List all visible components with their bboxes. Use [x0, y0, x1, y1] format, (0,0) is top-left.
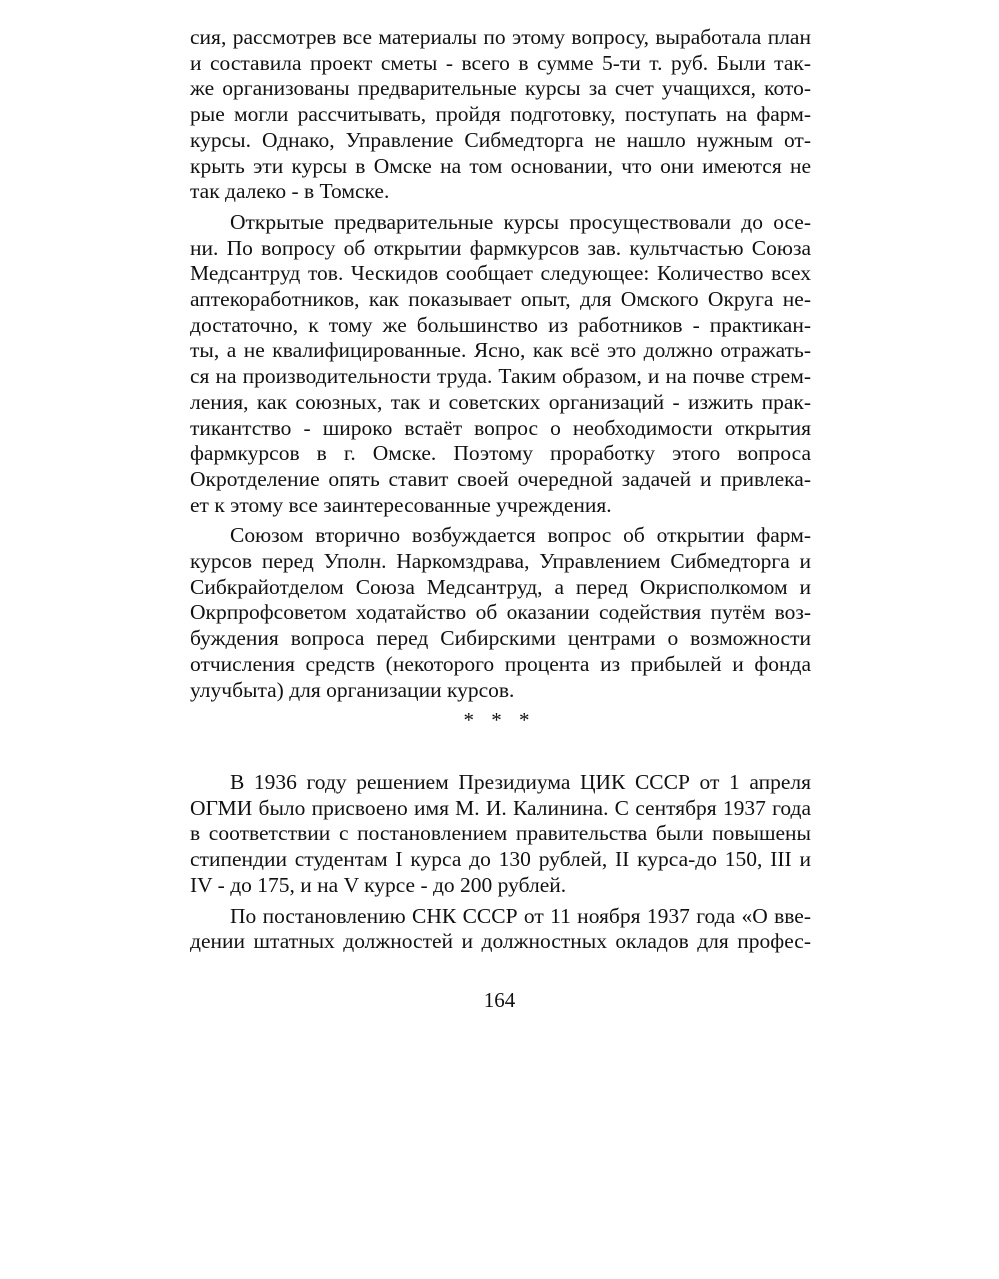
text-line: Союзом вторично возбуждается вопрос об открытии фарм-: [230, 523, 811, 548]
text-line: же организованы предварительные курсы за счет учащихся, кото-: [190, 76, 811, 101]
text-line: ет к этому все заинтересованные учреждения.: [190, 492, 612, 517]
text-block-bottom: [190, 770, 811, 955]
text-block-top: [190, 25, 811, 703]
text-line: Окротделение опять ставит своей очередной задачей и привлека-: [190, 466, 811, 491]
text-line: так далеко - в Томске.: [190, 179, 390, 204]
paragraph-snk-1937: [190, 904, 811, 955]
text-line: в соответствии с постановлением правительства были повышены: [190, 821, 811, 846]
text-line: достаточно, к тому же большинство из работников - практикан-: [190, 312, 811, 337]
text-line: Медсантруд тов. Ческидов сообщает следующее: Количество всех: [190, 261, 811, 286]
text-line: курсы. Однако, Управление Сибмедторга не нашло нужным от-: [190, 127, 811, 152]
text-line: улучбыта) для организации курсов.: [190, 677, 515, 702]
paragraph-continued: [190, 25, 811, 205]
text-line: и составила проект сметы - всего в сумме 5-ти т. руб. Были так-: [190, 50, 811, 75]
text-line: В 1936 году решением Президиума ЦИК СССР от 1 апреля: [230, 770, 811, 794]
paragraph-preliminary-courses: [190, 210, 811, 518]
text-line: ления, как союзных, так и советских организаций - изжить прак-: [190, 389, 811, 414]
text-line: буждения вопроса перед Сибирскими центрами о возможности: [190, 626, 811, 651]
text-line: рые могли рассчитывать, пройдя подготовку, поступать на фарм-: [190, 102, 811, 127]
text-line: сия, рассмотрев все материалы по этому вопросу, выработала план: [190, 25, 811, 49]
paragraph-union-petition: [190, 523, 811, 703]
text-line: курсов перед Уполн. Наркомздрава, Управлением Сибмедторга и: [190, 549, 811, 574]
text-line: IV - до 175, и на V курсе - до 200 рублей.: [190, 872, 567, 897]
text-line: дении штатных должностей и должностных окладов для профес-: [190, 929, 811, 954]
paragraph-1936-kalinin: [190, 770, 811, 899]
text-line: Открытые предварительные курсы просуществовали до осе-: [230, 209, 811, 234]
text-line: ты, а не квалифицированные. Ясно, как всё это должно отражать-: [190, 338, 811, 363]
text-line: Окрпрофсоветом ходатайство об оказании содействия путём воз-: [190, 600, 811, 625]
text-line: фармкурсов в г. Омске. Поэтому проработку этого вопроса: [190, 441, 811, 466]
text-line: тикантство - широко встаёт вопрос о необходимости открытия: [190, 415, 811, 440]
text-line: отчисления средств (некоторого процента из прибылей и фонда: [190, 651, 811, 676]
section-separator: * * *: [463, 708, 536, 732]
text-line: аптекоработников, как показывает опыт, для Омского Округа не-: [190, 287, 811, 312]
text-line: стипендии студентам I курса до 130 рублей, II курса-до 150, III и: [190, 847, 811, 872]
text-line: крыть эти курсы в Омске на том основании, что они имеются не: [190, 153, 811, 178]
text-line: По постановлению СНК СССР от 11 ноября 1937 года «О вве-: [230, 903, 811, 928]
text-line: ни. По вопросу об открытии фармкурсов зав. культчастью Союза: [190, 235, 811, 260]
text-line: ОГМИ было присвоено имя М. И. Калинина. С сентября 1937 года: [190, 795, 811, 820]
text-line: ся на производительности труда. Таким образом, и на почве стрем-: [190, 364, 811, 389]
text-line: Сибкрайотделом Союза Медсантруд, а перед Окрисполкомом и: [190, 574, 811, 599]
page-number: 164: [483, 988, 516, 1012]
